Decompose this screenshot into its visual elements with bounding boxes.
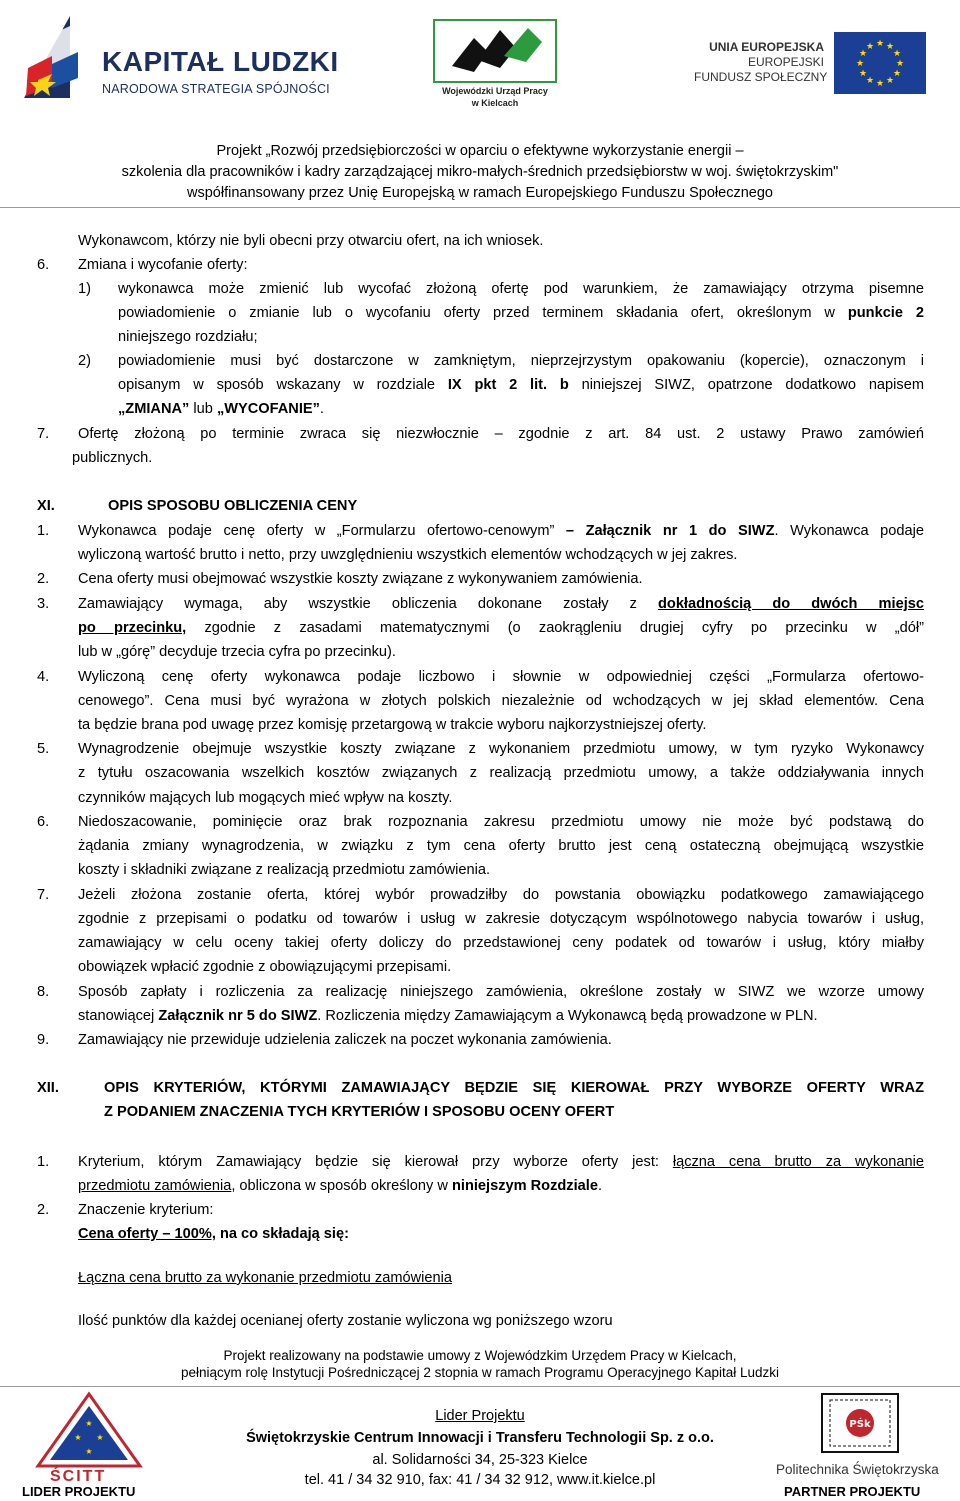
svg-text:★: ★ — [855, 59, 865, 69]
text-line: zamawiający w celu oceny takiej oferty doliczy do przedstawionej ceny podatek od towarów i usług, który miałby — [78, 935, 924, 951]
list-number: 6. — [37, 814, 50, 830]
text-line: powiadomienie o zmianie lub o wycofaniu oferty przed terminem składania ofert, określonym w punkcie 2 — [118, 305, 924, 321]
list-number: 1. — [37, 1154, 50, 1170]
svg-text:★: ★ — [74, 1433, 82, 1442]
kapital-ludzki-subtitle: NARODOWA STRATEGIA SPÓJNOŚCI — [102, 82, 330, 96]
section-title-line2: Z PODANIEM ZNACZENIA TYCH KRYTERIÓW I SPOSOBU OCENY OFERT — [104, 1104, 615, 1120]
text-line: Zamawiający wymaga, aby wszystkie obliczenia dokonane zostały z dokładnością do dwóch miejsc — [78, 596, 924, 612]
svg-text:★: ★ — [865, 42, 875, 52]
text-line: Cena oferty musi obejmować wszystkie koszty związane z wykonywaniem zamówienia. — [78, 571, 643, 587]
text-line: Wykonawca podaje cenę oferty w „Formularzu ofertowo-cenowym” – Załącznik nr 1 do SIWZ. Wykonawca podaje — [78, 523, 925, 539]
wup-name-line2: w Kielcach — [471, 98, 519, 108]
footer-divider — [0, 1386, 960, 1387]
partner-caption: PARTNER PROJEKTU — [784, 1484, 921, 1499]
text-line: Zmiana i wycofanie oferty: — [78, 257, 248, 273]
leader-caption: LIDER PROJEKTU — [22, 1484, 136, 1499]
text-line: Niedoszacowanie, pominięcie oraz brak rozpoznania zakresu przedmiotu umowy nie może być podstawą do — [78, 814, 924, 830]
text-line: z tytułu oszacowania wszelkich kosztów związanych z realizacją przedmiotu umowy, a także oddziaływania innych — [78, 765, 924, 781]
psk-name: Politechnika Świętokrzyska — [776, 1462, 939, 1477]
list-number: 2. — [37, 1202, 50, 1218]
wup-kielce-logo — [430, 18, 560, 110]
text-line: Wyliczoną cenę oferty wykonawca podaje liczbowo i słownie w odpowiedniej części „Formularza ofertowo- — [78, 669, 924, 685]
svg-text:★: ★ — [885, 76, 895, 86]
wup-emblem-icon — [430, 18, 560, 84]
list-number: 4. — [37, 669, 50, 685]
svg-text:★: ★ — [858, 69, 868, 79]
text-line: opisanym w sposób wskazany w rozdziale IX pkt 2 lit. b niniejszej SIWZ, opatrzone dodatkowo napisem — [118, 377, 924, 393]
text-line: Kryterium, którym Zamawiający będzie się kierował przy wyborze oferty jest: łączna cena brutto za wykonanie — [78, 1154, 924, 1170]
text-line: Zamawiający nie przewiduje udzielenia zaliczek na poczet wykonania zamówienia. — [78, 1032, 612, 1048]
header-divider — [0, 207, 960, 208]
list-number: 2) — [78, 353, 91, 369]
svg-text:★: ★ — [858, 49, 868, 59]
leader-label: Lider Projektu — [435, 1408, 525, 1424]
list-number: 1) — [78, 281, 91, 297]
eu-text-line2: EUROPEJSKI — [747, 55, 824, 69]
text-line: publicznych. — [72, 450, 153, 466]
text-line: ta będzie brana pod uwagę przez komisję przetargową w trakcie wyboru najkorzystniejszej oferty. — [78, 717, 707, 733]
leader-address: al. Solidarności 34, 25-323 Kielce — [372, 1452, 588, 1468]
list-number: 7. — [37, 426, 50, 442]
text-line: cenowego”. Cena musi być wyrażona w złotych polskich niezależnie od wchodzących w jej skład elementów. Cena — [78, 693, 924, 709]
eu-logo — [694, 30, 934, 96]
text-line: „ZMIANA” lub „WYCOFANIE”. — [118, 401, 324, 417]
project-header — [0, 141, 960, 204]
section-title-line1: OPIS KRYTERIÓW, KTÓRYMI ZAMAWIAJĄCY BĘDZIE SIĘ KIEROWAŁ PRZY WYBORZE OFERTY WRAZ — [104, 1080, 924, 1096]
svg-text:★: ★ — [885, 42, 895, 52]
text-line: żądania zmiany wynagrodzenia, w związku z tym cena oferty brutto jest ceną ostateczną obejmującą wszystkie — [78, 838, 924, 854]
text-line: przedmiotu zamówienia, obliczona w sposób określony w niniejszym Rozdziale. — [78, 1178, 603, 1194]
text-line: lub w „górę” decyduje trzecia cyfra po przecinku). — [78, 644, 396, 660]
svg-text:★: ★ — [895, 59, 905, 69]
text-line: Ilość punktów dla każdej ocenianej oferty zostanie wyliczona wg poniższego wzoru — [78, 1313, 613, 1329]
text-line: obowiązek wpłacić zgodnie z obowiązującymi przepisami. — [78, 959, 452, 975]
list-number: 5. — [37, 741, 50, 757]
project-line-2: szkolenia dla pracowników i kadry zarządzającej mikro-małych-średnich przedsiębiorstw w woj. świętokrzyskim" — [121, 164, 839, 180]
footer-line-1: Projekt realizowany na podstawie umowy z Wojewódzkim Urzędem Pracy w Kielcach, — [223, 1348, 737, 1363]
svg-text:★: ★ — [96, 1433, 104, 1442]
text-line: wyliczoną wartość brutto i netto, przy uwzględnieniu wszystkich elementów wchodzących w jej zakres. — [78, 547, 738, 563]
leader-contact: tel. 41 / 34 32 910, fax: 41 / 34 32 912, www.it.kielce.pl — [304, 1472, 656, 1488]
text-line: niniejszego rozdziału; — [118, 329, 258, 345]
text-line: Łączna cena brutto za wykonanie przedmiotu zamówienia — [78, 1270, 452, 1286]
text-line: Sposób zapłaty i rozliczenia za realizację niniejszego zamówienia, określone zostały w SIWZ we wzorze umowy — [78, 984, 924, 1000]
psk-logo-text: PŚk — [849, 1419, 871, 1430]
svg-text:★: ★ — [85, 1447, 93, 1456]
eu-text-line1: UNIA EUROPEJSKA — [709, 40, 824, 54]
section-title: OPIS SPOSOBU OBLICZENIA CENY — [108, 498, 358, 514]
project-line-1: Projekt „Rozwój przedsiębiorczości w oparciu o efektywne wykorzystanie energii – — [216, 143, 744, 159]
scitt-logo-text: ŚCITT — [50, 1468, 107, 1485]
wup-name-line1: Wojewódzki Urząd Pracy — [442, 86, 548, 96]
list-number: 9. — [37, 1032, 50, 1048]
text-line: po przecinku, zgodnie z zasadami matematycznymi (o zaokrągleniu drugiej cyfry po przecinku w „dół” — [78, 620, 924, 636]
scitt-logo — [22, 1390, 150, 1500]
svg-text:★: ★ — [892, 49, 902, 59]
text-line: czynników mających lub mogących mieć wpływ na koszty. — [78, 790, 453, 806]
svg-text:★: ★ — [865, 76, 875, 86]
text-line: powiadomienie musi być dostarczone w zamkniętym, nieprzejrzystym opakowaniu (kopercie), oznaczonym i — [118, 353, 924, 369]
svg-text:★: ★ — [875, 39, 885, 49]
kapital-ludzki-logo — [22, 12, 339, 112]
kapital-ludzki-title: KAPITAŁ LUDZKI — [102, 46, 339, 77]
eu-flag-icon — [834, 32, 926, 94]
list-number: 3. — [37, 596, 50, 612]
politechnika-logo — [770, 1392, 955, 1500]
text-line: Ofertę złożoną po terminie zwraca się niezwłocznie – zgodnie z art. 84 ust. 2 ustawy Prawo zamówień — [78, 426, 924, 442]
scitt-triangle-icon — [34, 1390, 144, 1470]
list-number: 8. — [37, 984, 50, 1000]
eu-text-line3: FUNDUSZ SPOŁECZNY — [694, 70, 828, 84]
text-line: Wykonawcom, którzy nie byli obecni przy otwarciu ofert, na ich wniosek. — [78, 233, 544, 249]
text-line: wykonawca może zmienić lub wycofać złożoną ofertę pod warunkiem, że zamawiający otrzyma pisemne — [118, 281, 924, 297]
text-line: Wynagrodzenie obejmuje wszystkie koszty związane z wykonaniem przedmiotu umowy, w tym ryzyko Wykonawcy — [78, 741, 924, 757]
kapital-ludzki-emblem-icon — [22, 16, 92, 106]
list-number: 2. — [37, 571, 50, 587]
section-number: XI. — [37, 498, 55, 514]
text-line: koszty i składniki związane z realizacją przedmiotu zamówienia. — [78, 862, 491, 878]
text-line: Jeżeli złożona zostanie oferta, której wybór prowadziłby do powstania obowiązku podatkowego zamawiającego — [78, 887, 924, 903]
text-line: stanowiącej Załącznik nr 5 do SIWZ. Rozliczenia między Zamawiającym a Wykonawcą będą prowadzone w PLN. — [78, 1008, 818, 1024]
leader-name: Świętokrzyskie Centrum Innowacji i Transferu Technologii Sp. z o.o. — [246, 1430, 714, 1446]
project-line-3: współfinansowany przez Unię Europejską w ramach Europejskiego Funduszu Społecznego — [187, 185, 773, 201]
text-line: zgodnie z przepisami o podatku od towarów i usług w zakresie dotyczącym wspólnotowego nabycia towarów i usług, — [78, 911, 924, 927]
psk-emblem-icon — [820, 1392, 900, 1454]
svg-text:★: ★ — [85, 1419, 93, 1428]
section-number: XII. — [37, 1080, 59, 1096]
list-number: 7. — [37, 887, 50, 903]
svg-text:★: ★ — [892, 69, 902, 79]
text-line: Znaczenie kryterium: — [78, 1202, 214, 1218]
text-line: Cena oferty – 100%, na co składają się: — [78, 1226, 349, 1242]
list-number: 1. — [37, 523, 50, 539]
svg-text:★: ★ — [875, 79, 885, 89]
footer-line-2: pełniącym rolę Instytucji Pośredniczącej 2 stopnia w ramach Programu Operacyjnego Kapitał Ludzki — [180, 1365, 780, 1380]
list-number: 6. — [37, 257, 50, 273]
